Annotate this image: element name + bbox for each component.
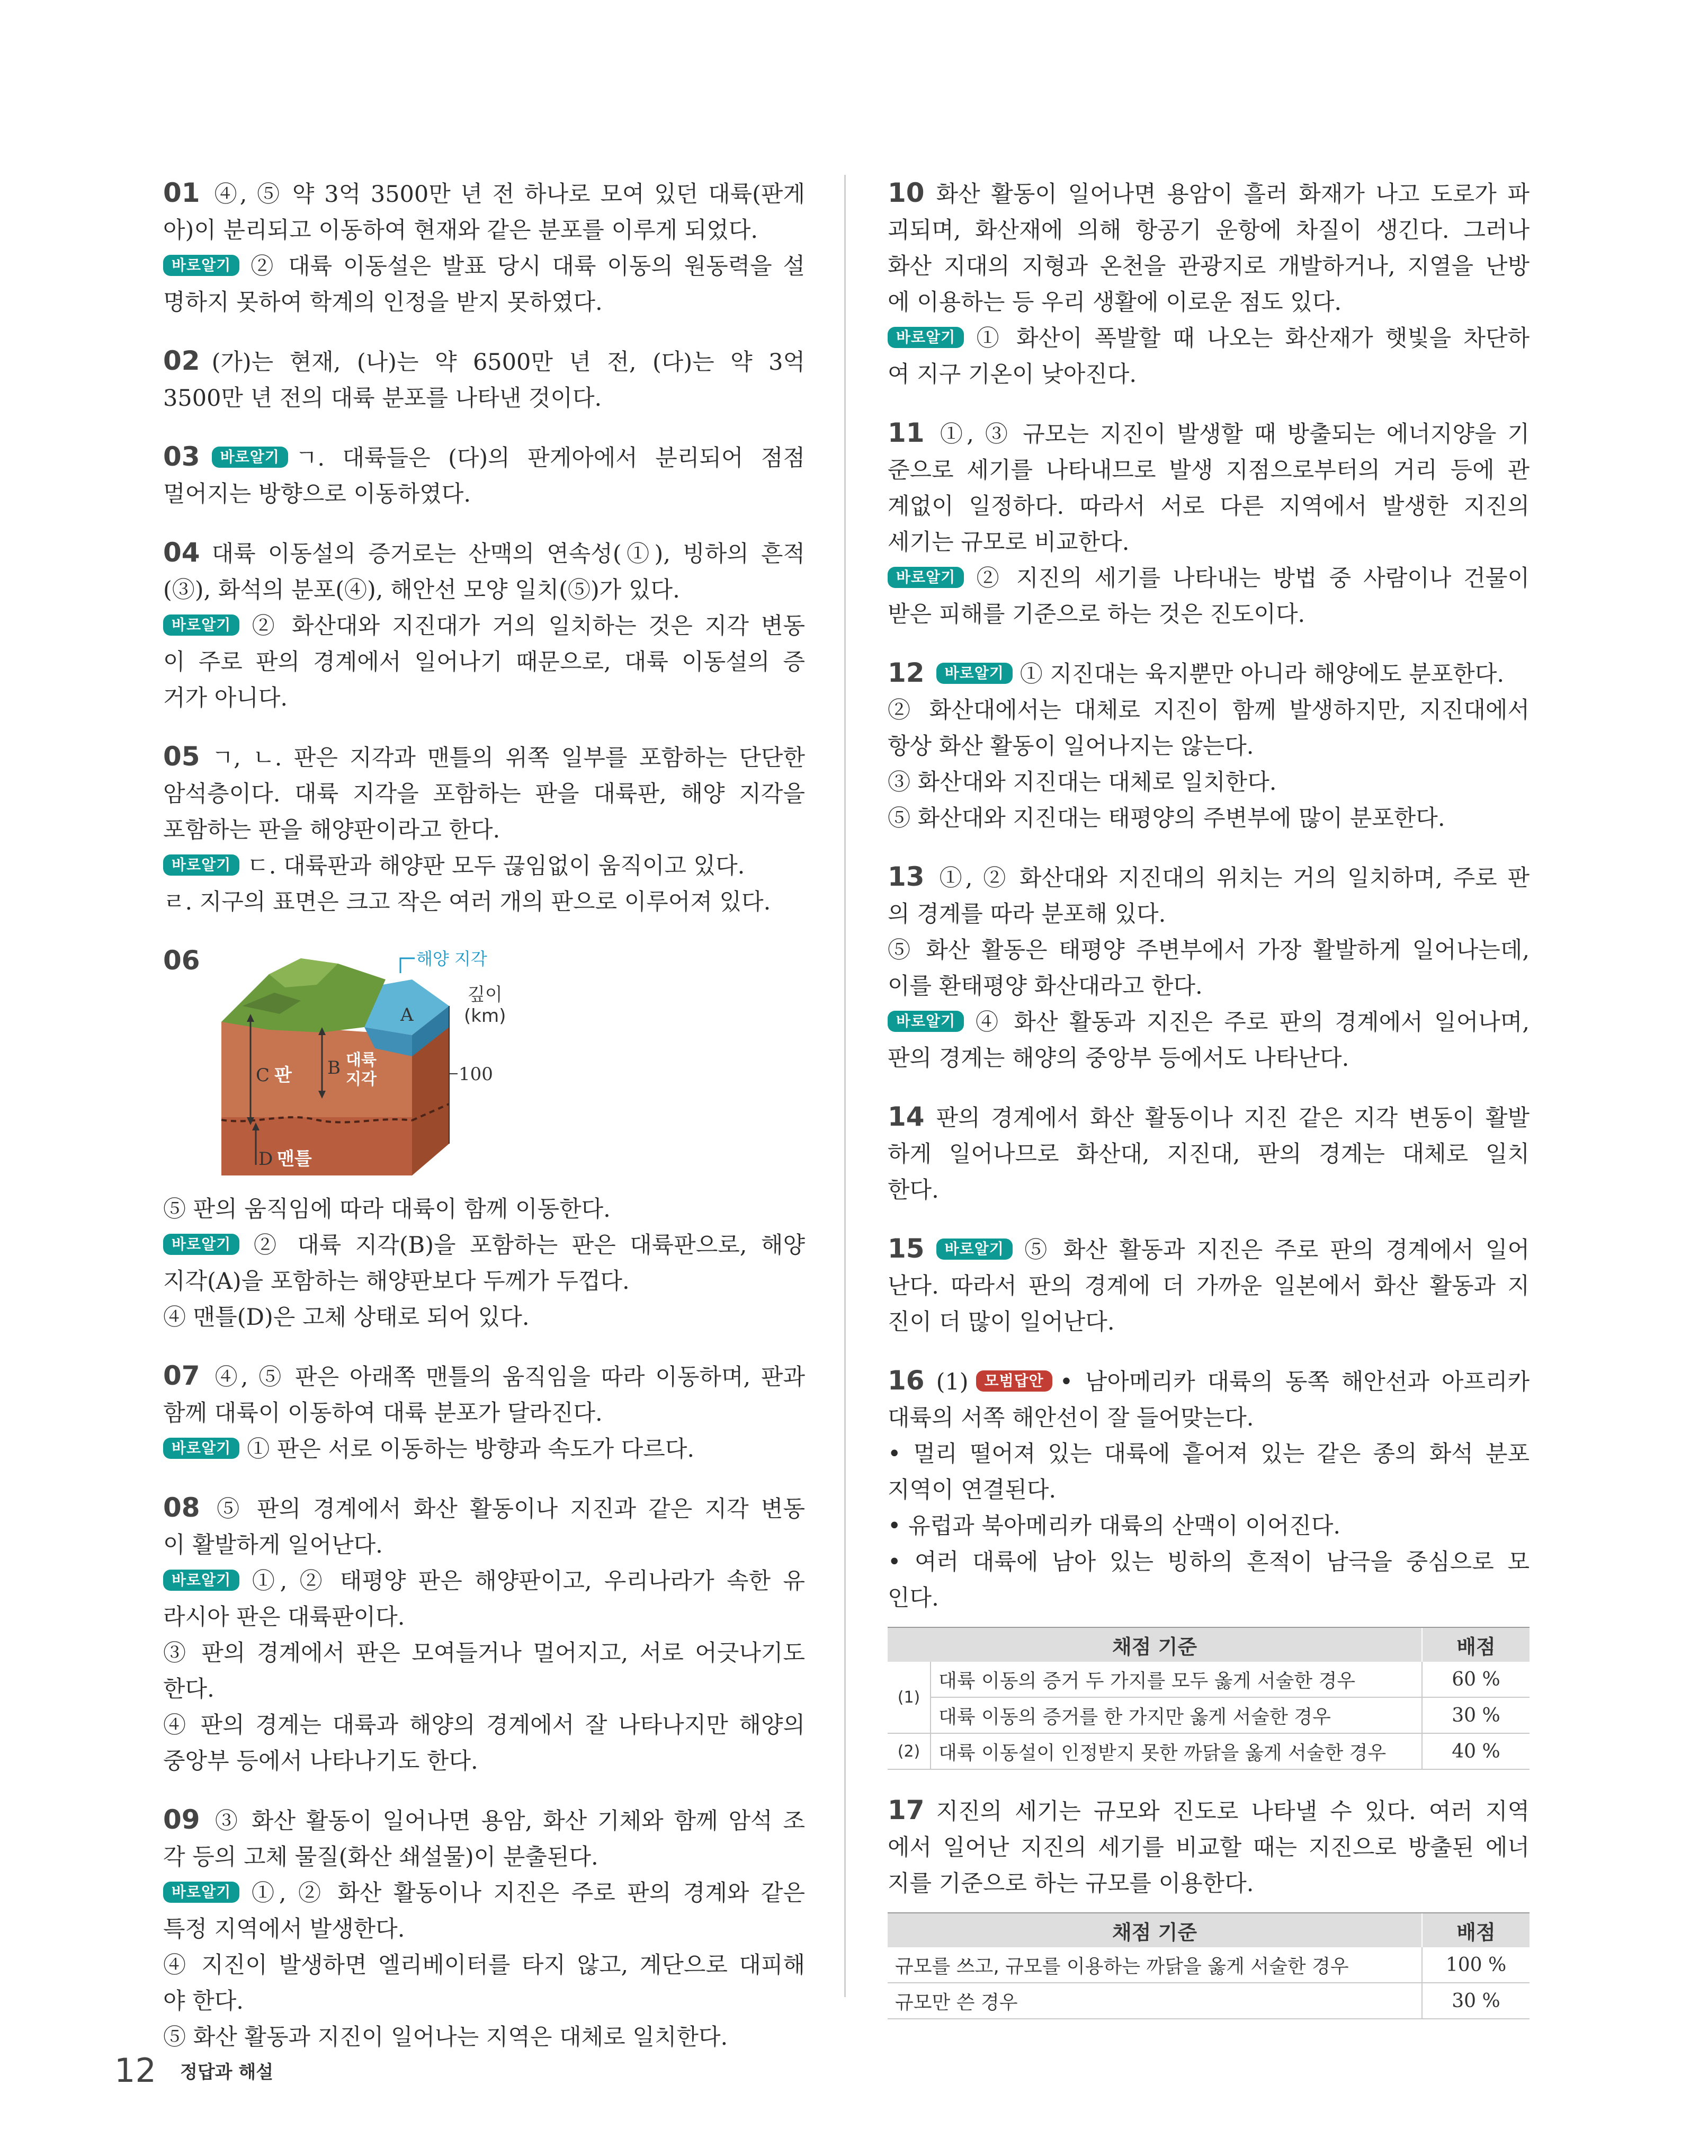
criteria-cell: 규모를 쓰고, 규모를 이용하는 까닭을 옳게 서술한 경우 <box>888 1947 1422 1983</box>
points-header: 배점 <box>1422 1627 1530 1662</box>
answer-14: 14 판의 경계에서 화산 활동이나 지진 같은 지각 변동이 활발 하게 일어나므로 화산대, 지진대, 판의 경계는 대체로 일치 한다. <box>888 1101 1530 1204</box>
crust-label: 지각 <box>346 1070 377 1089</box>
question-number: 06 <box>163 945 200 976</box>
footer-title: 정답과 해설 <box>180 2062 274 2083</box>
question-number: 04 <box>163 537 200 568</box>
plate-label: 판 <box>274 1065 292 1086</box>
answer-12: 12 바로알기 ① 지진대는 육지뿐만 아니라 해양에도 분포한다. ② 화산대에서는 대체로 지진이 함께 발생하지만, 지진대에서 항상 화산 활동이 일어나지는 않는다. ③ 화산대와 지진대는 대체로 일치한다. ⑤ 화산대와 지진대는 태평양의 주변부에 많이 분포한다. <box>888 657 1530 832</box>
answer-06: 06 해양 지각 깊이 (km) 100 A C 판 B 대륙 지각 D 맨틀 ⑤ 판의 움직임에 따라 대륙이 함께 이동한다. 바로알기 ② 대륙 지각(B)을 포함하는 판은 대륙판으로, 해양 지각(A)을 포함하는 해양판보다 두께가 두껍다. ④ 맨틀(D)은 고체 상태로 되어 있다. <box>163 942 805 1335</box>
question-number: 12 <box>888 657 925 688</box>
question-number: 16 <box>888 1365 925 1396</box>
check-badge: 바로알기 <box>936 663 1013 684</box>
question-number: 14 <box>888 1101 925 1132</box>
points-header: 배점 <box>1422 1913 1530 1947</box>
check-badge: 바로알기 <box>163 1882 239 1903</box>
points-cell: 60 % <box>1422 1662 1530 1697</box>
check-badge: 바로알기 <box>163 854 239 876</box>
points-cell: 30 % <box>1422 1983 1530 2019</box>
ocean-label-leader <box>400 958 415 973</box>
answer-17: 17 지진의 세기는 규모와 진도로 나타낼 수 있다. 여러 지역 에서 일어난 지진의 세기를 비교할 때는 지진으로 방출된 에너 지를 기준으로 하는 규모를 이용한다. 채점 기준 배점 규모를 쓰고, 규모를 이용하는 까닭을 옳게 서술한 경우 100 % 규모만 쓴 경우 30 % <box>888 1792 1530 2019</box>
scoring-table-17 <box>888 1912 1530 2019</box>
criteria-header: 채점 기준 <box>888 1627 1422 1662</box>
label-c: C <box>256 1065 270 1086</box>
left-column <box>163 175 805 2078</box>
question-number: 08 <box>163 1492 200 1523</box>
answer-16: 16 (1) 모범답안 • 남아메리카 대륙의 동쪽 해안선과 아프리카 대륙의 서쪽 해안선이 잘 들어맞는다. • 멀리 떨어져 있는 대륙에 흩어져 있는 같은 종의 화석 분포 지역이 연결된다. • 유럽과 북아메리카 대륙의 산맥이 이어진다. • 여러 대륙에 남아 있는 빙하의 흔적이 남극을 중심으로 모 인다. 채점 기준 배점 (1) 대륙 이동의 증거 두 가지를 모두 옳게 서술한 경우 60 % 대륙 이동의 증거를 한 가지만 옳게 서술한 경우 30 % (2) 대륙 이동설이 인정받지 못한 까닭을 옳게 서술한 경우 40 % <box>888 1362 1530 1770</box>
check-badge: 바로알기 <box>936 1239 1013 1260</box>
answer-07: 07 ④, ⑤ 판은 아래쪽 맨틀의 움직임을 따라 이동하며, 판과 함께 대륙이 이동하여 대륙 분포가 달라진다. 바로알기 ① 판은 서로 이동하는 방향과 속도가 다르다. <box>163 1360 805 1463</box>
criteria-cell: 대륙 이동의 증거 두 가지를 모두 옳게 서술한 경우 <box>931 1662 1422 1697</box>
check-badge: 바로알기 <box>212 447 288 468</box>
check-badge: 바로알기 <box>888 327 964 348</box>
criteria-header: 채점 기준 <box>888 1913 1422 1947</box>
criteria-cell: 대륙 이동의 증거를 한 가지만 옳게 서술한 경우 <box>931 1697 1422 1733</box>
answer-03: 03 바로알기 ㄱ. 대륙들은 (다)의 판게아에서 분리되어 점점 멀어지는 방향으로 이동하였다. <box>163 441 805 507</box>
page-number: 12 <box>114 2051 156 2090</box>
label-b: B <box>327 1057 341 1079</box>
column-divider <box>844 175 846 1997</box>
question-number: 13 <box>888 861 925 892</box>
criteria-cell: 대륙 이동설이 인정받지 못한 까닭을 옳게 서술한 경우 <box>931 1733 1422 1769</box>
check-badge: 바로알기 <box>888 567 964 588</box>
answer-11: 11 ①, ③ 규모는 지진이 발생할 때 방출되는 에너지양을 기 준으로 세기를 나타내므로 발생 지점으로부터의 거리 등에 관 계없이 일정하다. 따라서 서로 다른 지역에서 발생한 지진의 세기는 규모로 비교한다. 바로알기 ② 지진의 세기를 나타내는 방법 중 사람이나 건물이 받은 피해를 기준으로 하는 것은 진도이다. <box>888 417 1530 628</box>
check-badge: 바로알기 <box>163 614 239 636</box>
table-row <box>888 1733 1530 1769</box>
depth-unit-label: (km) <box>464 1005 506 1027</box>
label-a: A <box>400 1004 414 1026</box>
answer-08: 08 ⑤ 판의 경계에서 화산 활동이나 지진과 같은 지각 변동 이 활발하게 일어난다. 바로알기 ①, ② 태평양 판은 해양판이고, 우리나라가 속한 유 라시아 판은 대륙판이다. ③ 판의 경계에서 판은 모여들거나 멀어지고, 서로 어긋나기도 한다. ④ 판의 경계는 대륙과 해양의 경계에서 잘 나타나지만 해양의 중앙부 등에서 나타나기도 한다. <box>163 1492 805 1775</box>
plate-cross-section-diagram <box>163 942 587 1181</box>
answer-05: 05 ㄱ, ㄴ. 판은 지각과 맨틀의 위쪽 일부를 포함하는 단단한 암석층이다. 대륙 지각을 포함하는 판을 대륙판, 해양 지각을 포함하는 판을 해양판이라고 한다. 바로알기 ㄷ. 대륙판과 해양판 모두 끊임없이 움직이고 있다. ㄹ. 지구의 표면은 크고 작은 여러 개의 판으로 이루어져 있다. <box>163 741 805 915</box>
question-number: 03 <box>163 441 200 472</box>
answer-10: 10 화산 활동이 일어나면 용암이 흘러 화재가 나고 도로가 파 괴되며, 화산재에 의해 항공기 운항에 차질이 생긴다. 그러나 화산 지대의 지형과 온천을 관광지로 개발하거나, 지열을 난방 에 이용하는 등 우리 생활에 이로운 점도 있다. 바로알기 ① 화산이 폭발할 때 나오는 화산재가 햇빛을 차단하 여 지구 기온이 낮아진다. <box>888 177 1530 388</box>
question-number: 01 <box>163 177 200 208</box>
table-row <box>888 1697 1530 1733</box>
answer-15: 15 바로알기 ⑤ 화산 활동과 지진은 주로 판의 경계에서 일어 난다. 따라서 판의 경계에 더 가까운 일본에서 화산 활동과 지 진이 더 많이 일어난다. <box>888 1233 1530 1335</box>
answer-01: 01 ④, ⑤ 약 3억 3500만 년 전 하나로 모여 있던 대륙(판게 아)이 분리되고 이동하여 현재와 같은 분포를 이루게 되었다. 바로알기 ② 대륙 이동설은 발표 당시 대륙 이동의 원동력을 설 명하지 못하여 학계의 인정을 받지 못하였다. <box>163 177 805 316</box>
criteria-cell: 규모만 쓴 경우 <box>888 1983 1422 2019</box>
answer-02: 02 (가)는 현재, (나)는 약 6500만 년 전, (다)는 약 3억 3500만 년 전의 대륙 분포를 나타낸 것이다. <box>163 345 805 412</box>
row-label: (1) <box>888 1662 931 1733</box>
page-footer <box>114 2051 273 2090</box>
table-row <box>888 1947 1530 1983</box>
scoring-table-16 <box>888 1627 1530 1770</box>
depth-label: 깊이 <box>468 984 503 1005</box>
check-badge: 바로알기 <box>163 255 239 276</box>
check-badge: 바로알기 <box>163 1234 239 1255</box>
question-number: 05 <box>163 741 200 772</box>
table-row <box>888 1983 1530 2019</box>
label-d: D <box>258 1148 273 1170</box>
points-cell: 40 % <box>1422 1733 1530 1769</box>
points-cell: 100 % <box>1422 1947 1530 1983</box>
question-number: 11 <box>888 417 925 448</box>
right-column <box>888 175 1530 2042</box>
table-row <box>888 1662 1530 1697</box>
answer-09: 09 ③ 화산 활동이 일어나면 용암, 화산 기체와 함께 암석 조 각 등의 고체 물질(화산 쇄설물)이 분출된다. 바로알기 ①, ② 화산 활동이나 지진은 주로 판의 경계와 같은 특정 지역에서 발생한다. ④ 지진이 발생하면 엘리베이터를 타지 않고, 계단으로 대피해 야 한다. ⑤ 화산 활동과 지진이 일어나는 지역은 대체로 일치한다. <box>163 1804 805 2051</box>
plate-structure-figure <box>163 942 805 1181</box>
depth-tick-label: 100 <box>459 1064 493 1085</box>
check-badge: 바로알기 <box>888 1011 964 1032</box>
answer-13: 13 ①, ② 화산대와 지진대의 위치는 거의 일치하며, 주로 판 의 경계를 따라 분포해 있다. ⑤ 화산 활동은 태평양 주변부에서 가장 활발하게 일어나는데, 이를 환태평양 화산대라고 한다. 바로알기 ④ 화산 활동과 지진은 주로 판의 경계에서 일어나며, 판의 경계는 해양의 중앙부 등에서도 나타난다. <box>888 861 1530 1072</box>
question-number: 17 <box>888 1795 925 1825</box>
question-number: 02 <box>163 345 200 376</box>
continental-label: 대륙 <box>346 1051 377 1070</box>
mantle-label: 맨틀 <box>277 1148 312 1170</box>
mantle-layer <box>221 1117 412 1175</box>
question-number: 09 <box>163 1804 200 1835</box>
check-badge: 바로알기 <box>163 1438 239 1459</box>
part-label: (1) <box>936 1369 969 1395</box>
answer-04: 04 대륙 이동설의 증거로는 산맥의 연속성(①), 빙하의 흔적 (③), 화석의 분포(④), 해안선 모양 일치(⑤)가 있다. 바로알기 ② 화산대와 지진대가 거의 일치하는 것은 지각 변동 이 주로 판의 경계에서 일어나기 때문으로, 대륙 이동설의 증 거가 아니다. <box>163 537 805 711</box>
question-number: 07 <box>163 1360 200 1391</box>
points-cell: 30 % <box>1422 1697 1530 1733</box>
check-badge: 바로알기 <box>163 1570 239 1591</box>
question-number: 10 <box>888 177 925 208</box>
question-number: 15 <box>888 1233 925 1264</box>
row-label: (2) <box>888 1733 931 1769</box>
model-answer-badge: 모범답안 <box>976 1370 1052 1392</box>
ocean-crust-label: 해양 지각 <box>416 949 487 969</box>
